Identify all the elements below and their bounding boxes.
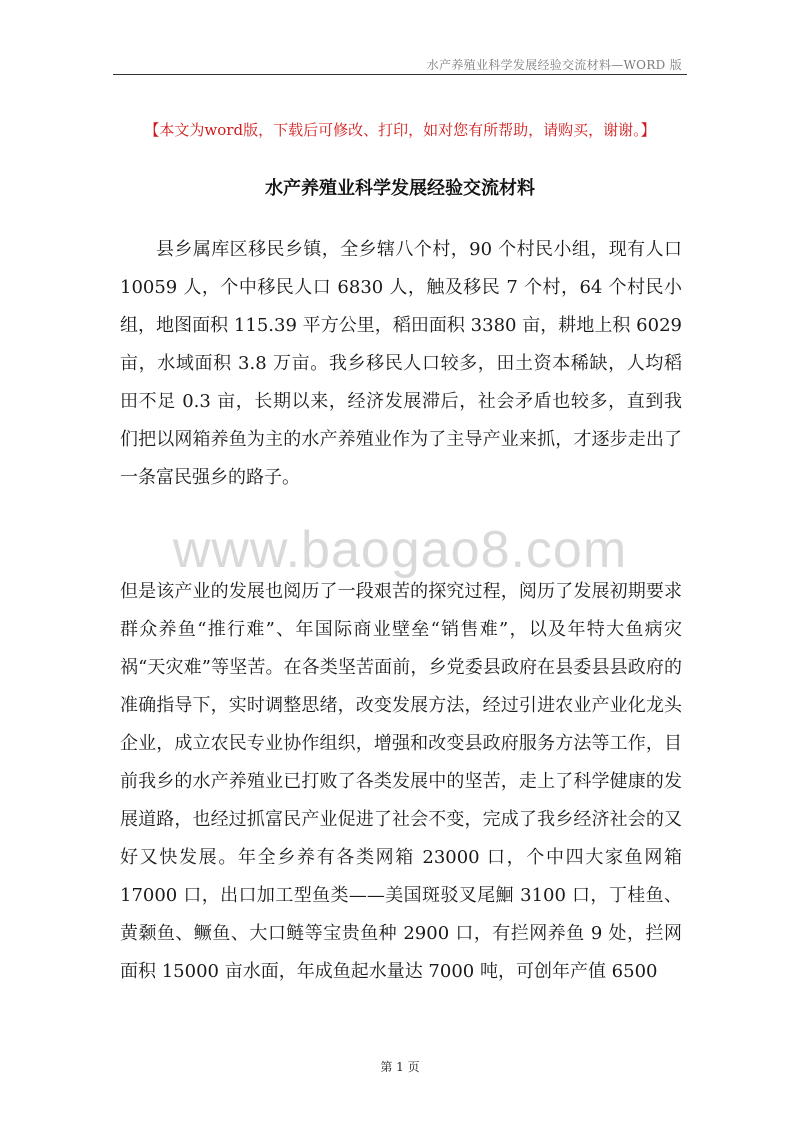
page-number: 第 1 页 (380, 1060, 420, 1074)
body-paragraph-1: 县乡属库区移民乡镇，全乡辖八个村，90 个村民小组，现有人口 10059 人，个中移民人口 6830 人，触及移民 7 个村，64 个村民小组，地图面积 115.39 平方公里，稻田面积 3380 亩，耕地上积 6029 亩，水域面积 3.8 万亩。我乡移民人口较多，田土资本稀缺，人均稻田不足 0.3 亩，长期以来，经济发展滞后，社会矛盾也较多，直到我们把以网箱养鱼为主的水产养殖业作为了主导产业来抓，才逐步走出了一条富民强乡的路子。 (120, 239, 682, 488)
body-paragraph-2: 但是该产业的发展也阅历了一段艰苦的探究过程，阅历了发展初期要求群众养鱼“推行难”、年国际商业壁垒“销售难”，以及年特大鱼病灾祸“天灾难”等坚苦。在各类坚苦面前，乡党委县政府在县委县县政府的准确指导下，实时调整思绪，改变发展方法，经过引进农业产业化龙头企业，成立农民专业协作组织，增强和改变县政府服务方法等工作，目前我乡的水产养殖业已打败了各类发展中的坚苦，走上了科学健康的发展道路，也经过抓富民产业促进了社会不变，完成了我乡经济社会的又好又快发展。年全乡养有各类网箱 23000 口，个中四大家鱼网箱 17000 口，出口加工型鱼类——美国斑驳叉尾鮰 3100 口，丁桂鱼、黄颡鱼、鳜鱼、大口鲢等宝贵鱼种 2900 口，有拦网养鱼 9 处，拦网面积 15000 亩水面，年成鱼起水量达 7000 吨，可创年产值 6500 (120, 581, 682, 982)
watermark: www.baogao8.com (172, 521, 628, 579)
document-title: 水产养殖业科学发展经验交流材料 (265, 178, 535, 199)
purchase-notice: 【本文为word版，下载后可修改、打印，如对您有所帮助，请购买，谢谢。】 (144, 121, 656, 139)
header-divider (113, 74, 687, 75)
running-header: 水产养殖业科学发展经验交流材料—WORD 版 (426, 58, 682, 72)
